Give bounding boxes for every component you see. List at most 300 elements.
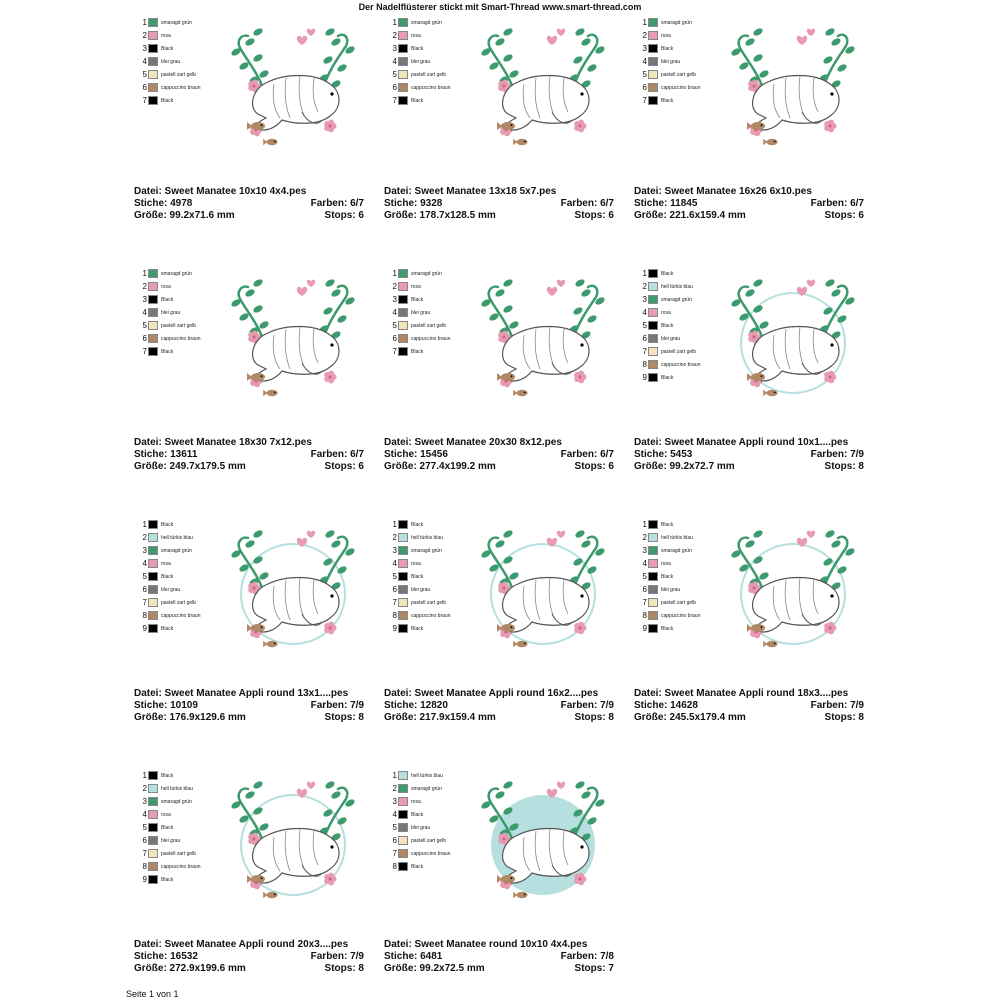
color-swatch-row [390,557,450,570]
swatch-label: Black [411,863,424,870]
color-swatch-row [390,860,450,873]
manatee-eye [330,594,333,597]
design-card [384,502,619,742]
color-swatch [398,282,408,291]
color-swatch [648,321,658,330]
color-swatch [648,269,658,278]
color-swatch-row [640,267,700,280]
swatch-label: cappuccino braun [161,612,201,619]
design-card [384,251,619,491]
leaf [836,63,848,73]
stitches-colors-row [634,449,864,461]
color-swatch [648,611,658,620]
swatch-number: 3 [642,44,647,53]
color-count: Farben: 6/7 [810,198,864,209]
heart-shape [557,29,565,36]
color-swatch [148,849,158,858]
color-swatch [148,520,158,529]
design-info [384,437,614,473]
design-info [634,688,864,724]
swatch-number: 3 [392,295,397,304]
swatch-number: 3 [392,797,397,806]
swatch-number: 7 [392,849,397,858]
swatch-number: 1 [642,18,647,27]
swatch-label: rosa [161,32,171,39]
swatch-number: 4 [642,57,647,66]
swatch-number: 6 [392,585,397,594]
swatch-number: 4 [642,308,647,317]
swatch-label: rosa [661,32,671,39]
color-count: Farben: 7/9 [560,700,614,711]
color-swatch [148,334,158,343]
swatch-label: pastell zart gelb [411,837,447,844]
swatch-label: Black [161,348,174,355]
swatch-number: 6 [142,836,147,845]
color-swatch [648,70,658,79]
color-swatch [648,347,658,356]
swatch-number: 6 [392,83,397,92]
swatch-number: 7 [142,598,147,607]
color-swatch [398,295,408,304]
leaf [830,37,842,47]
color-palette [390,16,450,107]
leaf [336,314,348,324]
swatch-number: 1 [392,771,397,780]
file-name: Datei: Sweet Manatee 18x30 7x12.pes [134,437,312,448]
design-size: Größe: 99.2x71.6 mm [134,210,235,221]
size-stops-row [384,461,614,473]
swatch-number: 3 [142,797,147,806]
color-palette [640,16,700,107]
design-size: Größe: 272.9x199.6 mm [134,963,246,974]
leaf [336,816,348,826]
fish-shape [247,624,265,632]
color-swatch [398,624,408,633]
swatch-number: 9 [642,624,647,633]
color-swatch [398,533,408,542]
fish-shape [513,390,527,396]
color-palette [640,518,700,635]
color-swatch [148,321,158,330]
color-swatch-row [640,55,700,68]
design-size: Größe: 176.9x129.6 mm [134,712,246,723]
design-preview [218,263,368,413]
color-swatch [398,334,408,343]
swatch-label: cappuccino braun [161,335,201,342]
color-palette [140,16,200,107]
swatch-label: cappuccino braun [161,863,201,870]
fish-shape [763,139,777,145]
leaf [494,37,506,47]
design-preview [218,12,368,162]
color-swatch [148,572,158,581]
swatch-label: Black [161,824,174,831]
swatch-number: 6 [392,836,397,845]
color-swatch-row [640,371,700,384]
color-count: Farben: 7/9 [310,700,364,711]
swatch-label: cappuccino braun [661,84,701,91]
design-info [634,186,864,222]
swatch-label: smaragd grün [411,19,442,26]
color-swatch [148,44,158,53]
leaf [252,529,264,539]
design-preview [468,263,618,413]
color-swatch [648,546,658,555]
leaf [752,53,764,63]
design-preview [718,12,868,162]
swatch-label: cappuccino braun [411,84,451,91]
color-swatch [398,308,408,317]
swatch-number: 2 [142,533,147,542]
leaf [824,529,836,539]
swatch-number: 9 [142,875,147,884]
color-swatch [398,598,408,607]
color-swatch-row [140,834,200,847]
leaf [324,780,336,790]
flower-shape [324,120,336,133]
swatch-label: cappuccino braun [661,361,701,368]
swatch-label: blei grau [161,586,181,593]
color-swatch [648,334,658,343]
color-palette [140,518,200,635]
heart-shape [297,36,307,45]
color-swatch-row [640,16,700,29]
color-swatch [148,31,158,40]
color-swatch [648,31,658,40]
leaf [336,565,348,575]
heart-shape [557,531,565,538]
color-swatch [648,624,658,633]
swatch-number: 4 [142,57,147,66]
leaf [752,529,764,539]
color-swatch-row [640,293,700,306]
color-swatch-row [140,267,200,280]
swatch-number: 2 [642,282,647,291]
stitch-count: Stiche: 4978 [134,198,193,209]
swatch-label: pastell zart gelb [161,599,197,606]
color-swatch [398,520,408,529]
swatch-number: 6 [642,334,647,343]
color-swatch-row [390,583,450,596]
stitch-count: Stiche: 6481 [384,951,443,962]
color-swatch-row [390,769,450,782]
color-swatch [648,295,658,304]
swatch-number: 8 [142,862,147,871]
leaf [330,790,342,800]
color-swatch-row [140,609,200,622]
leaf [322,55,334,65]
design-info [634,437,864,473]
color-swatch [148,269,158,278]
color-swatch-row [140,596,200,609]
color-swatch [398,57,408,66]
leaf [322,557,334,567]
stitch-count: Stiche: 14628 [634,700,698,711]
swatch-label: smaragd grün [161,547,192,554]
swatch-number: 8 [642,360,647,369]
design-preview [218,514,368,664]
leaf [508,320,520,330]
manatee-eye [830,343,833,346]
design-card [384,0,619,240]
heart-shape [807,280,815,287]
color-swatch [148,611,158,620]
design-info [134,939,364,975]
swatch-number: 3 [392,546,397,555]
leaf [252,780,264,790]
color-swatch [398,771,408,780]
color-swatch-row [390,531,450,544]
color-swatch-row [640,319,700,332]
leaf [502,529,514,539]
swatch-number: 2 [142,784,147,793]
color-swatch-row [640,68,700,81]
heart-shape [807,531,815,538]
stitch-count: Stiche: 12820 [384,700,448,711]
stop-count: Stops: 8 [324,963,364,974]
leaf [752,278,764,288]
swatch-number: 4 [642,559,647,568]
color-swatch [148,308,158,317]
swatch-label: cappuccino braun [661,612,701,619]
color-swatch [148,836,158,845]
leaf [494,539,506,549]
color-swatch [398,70,408,79]
color-swatch-row [390,795,450,808]
color-swatch [648,585,658,594]
color-swatch-row [390,267,450,280]
manatee-eye [580,845,583,848]
leaf [580,288,592,298]
swatch-label: blei grau [661,58,681,65]
stitch-count: Stiche: 11845 [634,198,698,209]
swatch-label: hell türkis blau [161,534,193,541]
leaf [580,37,592,47]
stitches-colors-row [134,700,364,712]
color-swatch-row [640,570,700,583]
color-swatch-row [390,306,450,319]
swatch-label: rosa [161,283,171,290]
swatch-number: 4 [392,810,397,819]
color-swatch-row [140,42,200,55]
swatch-number: 1 [642,520,647,529]
color-swatch-row [390,544,450,557]
swatch-label: Black [411,573,424,580]
color-swatch [148,823,158,832]
color-swatch [398,18,408,27]
design-card [134,0,369,240]
leaf [252,304,264,314]
swatch-number: 8 [392,611,397,620]
swatch-label: Black [661,573,674,580]
design-preview [468,12,618,162]
swatch-label: Black [661,322,674,329]
swatch-number: 4 [142,810,147,819]
fish-shape [263,892,277,898]
color-swatch-row [390,293,450,306]
stitches-colors-row [134,951,364,963]
color-swatch-row [640,94,700,107]
leaf [502,780,514,790]
heart-shape [307,531,315,538]
swatch-label: cappuccino braun [161,84,201,91]
color-swatch [398,31,408,40]
leaf [822,557,834,567]
swatch-number: 5 [392,572,397,581]
design-size: Größe: 99.2x72.7 mm [634,461,735,472]
color-swatch-row [390,834,450,847]
color-swatch-row [140,68,200,81]
manatee-eye [580,594,583,597]
swatch-label: rosa [661,560,671,567]
leaf [324,278,336,288]
swatch-number: 2 [142,282,147,291]
color-swatch [398,784,408,793]
fish-shape [247,875,265,883]
stop-count: Stops: 8 [824,712,864,723]
swatch-number: 9 [142,624,147,633]
leaf [244,288,256,298]
leaf [258,822,270,832]
leaf [586,63,598,73]
swatch-number: 6 [142,585,147,594]
swatch-number: 6 [392,334,397,343]
stop-count: Stops: 8 [324,712,364,723]
color-swatch-row [640,544,700,557]
swatch-number: 2 [142,31,147,40]
swatch-label: rosa [161,560,171,567]
stop-count: Stops: 6 [324,461,364,472]
swatch-label: rosa [161,811,171,818]
color-swatch [148,624,158,633]
swatch-label: Black [411,348,424,355]
swatch-number: 6 [142,334,147,343]
leaf [252,278,264,288]
color-swatch-row [140,557,200,570]
swatch-label: Black [411,625,424,632]
stop-count: Stops: 6 [324,210,364,221]
stitches-colors-row [634,700,864,712]
color-swatch-row [640,531,700,544]
swatch-label: hell türkis blau [661,283,693,290]
swatch-number: 9 [392,624,397,633]
swatch-number: 7 [392,598,397,607]
leaf [822,55,834,65]
swatch-label: cappuccino braun [411,335,451,342]
size-stops-row [134,210,364,222]
file-name: Datei: Sweet Manatee Appli round 20x3....pes [134,939,349,950]
color-swatch [398,611,408,620]
heart-shape [307,280,315,287]
manatee-eye [330,92,333,95]
stop-count: Stops: 6 [574,461,614,472]
color-swatch-row [640,596,700,609]
leaf [744,37,756,47]
color-swatch-row [140,518,200,531]
color-swatch [648,44,658,53]
swatch-label: rosa [411,283,421,290]
color-swatch-row [140,821,200,834]
swatch-number: 1 [142,18,147,27]
color-count: Farben: 6/7 [560,198,614,209]
swatch-label: blei grau [661,586,681,593]
color-swatch-row [390,609,450,622]
swatch-label: pastell zart gelb [161,850,197,857]
swatch-label: smaragd grün [161,798,192,805]
size-stops-row [134,712,364,724]
design-card [134,753,369,993]
swatch-label: Black [411,97,424,104]
color-swatch [398,347,408,356]
color-swatch [148,347,158,356]
color-swatch [648,308,658,317]
leaf [572,306,584,316]
color-swatch [398,96,408,105]
swatch-label: smaragd grün [411,547,442,554]
stitches-colors-row [134,449,364,461]
page-footer: Seite 1 von 1 [126,989,179,999]
swatch-label: pastell zart gelb [161,322,197,329]
size-stops-row [634,461,864,473]
swatch-label: Black [161,296,174,303]
color-swatch-row [640,345,700,358]
swatch-label: smaragd grün [411,270,442,277]
design-preview [218,765,368,915]
color-palette [390,769,450,873]
fish-shape [263,139,277,145]
swatch-number: 5 [642,572,647,581]
color-swatch-row [390,821,450,834]
swatch-label: Black [661,45,674,52]
swatch-number: 2 [642,31,647,40]
color-swatch [398,559,408,568]
color-swatch [148,784,158,793]
design-size: Größe: 99.2x72.5 mm [384,963,485,974]
leaf [258,571,270,581]
swatch-number: 6 [142,83,147,92]
color-swatch [148,797,158,806]
color-swatch [398,862,408,871]
leaf [508,69,520,79]
size-stops-row [384,210,614,222]
swatch-number: 1 [142,520,147,529]
swatch-label: pastell zart gelb [411,71,447,78]
manatee-eye [580,343,583,346]
color-swatch-row [140,860,200,873]
fish-shape [497,373,515,381]
swatch-number: 5 [392,321,397,330]
color-swatch [648,360,658,369]
color-swatch-row [640,306,700,319]
leaf [322,808,334,818]
stop-count: Stops: 8 [824,461,864,472]
swatch-label: Black [161,521,174,528]
color-swatch-row [390,518,450,531]
page-title: Der Nadelflüsterer stickt mit Smart-Thread www.smart-thread.com [358,2,642,12]
color-swatch [398,269,408,278]
color-swatch-row [640,518,700,531]
color-swatch-row [140,94,200,107]
swatch-label: pastell zart gelb [411,599,447,606]
swatch-label: smaragd grün [661,547,692,554]
color-palette [140,267,200,358]
color-swatch-row [640,557,700,570]
size-stops-row [134,461,364,473]
design-preview [718,514,868,664]
swatch-number: 8 [392,862,397,871]
stitches-colors-row [384,449,614,461]
color-swatch [148,18,158,27]
